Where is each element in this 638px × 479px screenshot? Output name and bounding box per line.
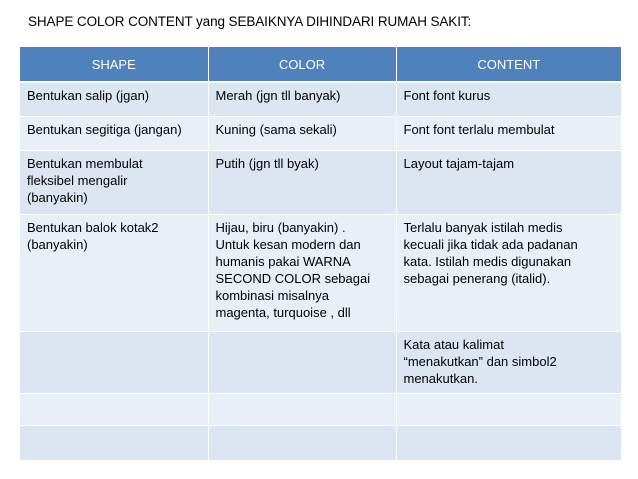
cell-shape: Bentukan balok kotak2 (banyakin) bbox=[20, 215, 208, 332]
table-row bbox=[20, 394, 621, 426]
page-title: SHAPE COLOR CONTENT yang SEBAIKNYA DIHINDARI RUMAH SAKIT: bbox=[28, 14, 472, 29]
cell-color bbox=[208, 426, 396, 461]
cell-shape: Bentukan salip (jgan) bbox=[20, 82, 208, 117]
table-row bbox=[20, 117, 621, 151]
cell-shape bbox=[20, 332, 208, 394]
cell-shape bbox=[20, 394, 208, 426]
cell-color bbox=[208, 394, 396, 426]
table-row bbox=[20, 426, 621, 461]
cell-shape: Bentukan membulat fleksibel mengalir (banyakin) bbox=[20, 151, 208, 215]
table-row bbox=[20, 82, 621, 117]
cell-content: Font font kurus bbox=[396, 82, 621, 117]
cell-content: Terlalu banyak istilah medis kecuali jika tidak ada padanan kata. Istilah medis digunakan sebagai penerang (italid). bbox=[396, 215, 621, 332]
cell-color: Putih (jgn tll byak) bbox=[208, 151, 396, 215]
header-shape: SHAPE bbox=[20, 47, 208, 82]
table-row bbox=[20, 215, 621, 332]
cell-color bbox=[208, 332, 396, 394]
cell-content: Kata atau kalimat “menakutkan” dan simbol2 menakutkan. bbox=[396, 332, 621, 394]
cell-content bbox=[396, 426, 621, 461]
table-row bbox=[20, 151, 621, 215]
cell-color: Hijau, biru (banyakin) . Untuk kesan modern dan humanis pakai WARNA SECOND COLOR sebagai kombinasi misalnya magenta, turquoise , dll bbox=[208, 215, 396, 332]
header-color: COLOR bbox=[208, 47, 396, 82]
cell-shape bbox=[20, 426, 208, 461]
header-content: CONTENT bbox=[396, 47, 621, 82]
table-row bbox=[20, 332, 621, 394]
cell-content: Font font terlalu membulat bbox=[396, 117, 621, 151]
cell-content: Layout tajam-tajam bbox=[396, 151, 621, 215]
cell-content bbox=[396, 394, 621, 426]
cell-color: Merah (jgn tll banyak) bbox=[208, 82, 396, 117]
table-header-row bbox=[20, 47, 621, 82]
cell-color: Kuning (sama sekali) bbox=[208, 117, 396, 151]
guidelines-table bbox=[20, 47, 621, 461]
cell-shape: Bentukan segitiga (jangan) bbox=[20, 117, 208, 151]
